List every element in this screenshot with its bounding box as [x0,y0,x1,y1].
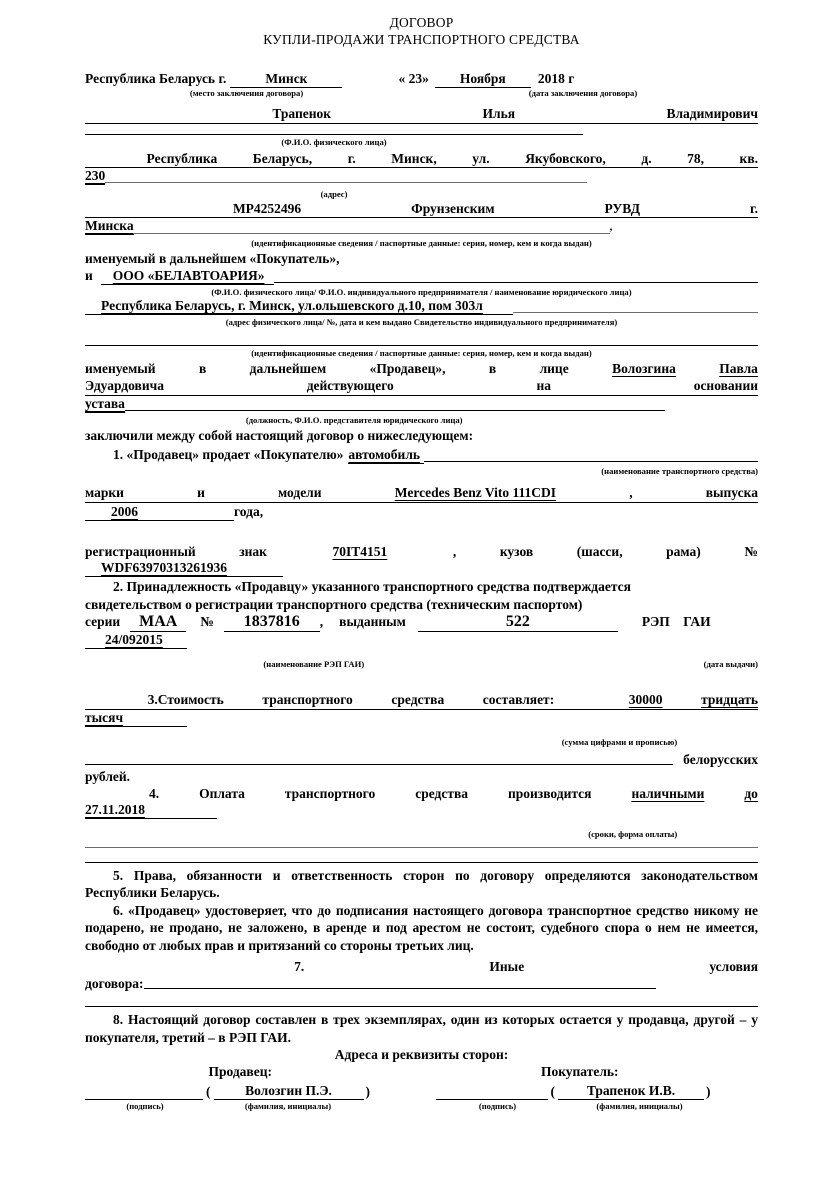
buyer-address-part-0: Республика [146,151,218,166]
currency-word-2: рублей. [85,768,131,784]
seller-rep-caption: (должность, Ф.И.О. представителя юридического лица) [245,415,463,425]
seller-paren-close: ) [365,1084,370,1099]
seller-representative-row-1 [85,360,758,377]
buyer-paren-open: ( [550,1084,555,1099]
seller-rep-name-2[interactable]: Павла [719,361,758,376]
clause-4-payment-row [85,785,758,802]
buyer-patronymic: Владимирович [666,106,758,121]
issued-by-value[interactable]: 522 [418,613,618,632]
make-model-word-2: модели [277,485,322,500]
seller-name-caption: (фамилия, инициалы) [244,1101,332,1111]
issued-label: выданным [339,613,406,629]
buyer-passport-issuer-1: Фрунзенским [411,201,495,216]
series-label: серии [85,613,121,629]
buyer-fio-row[interactable] [85,106,758,124]
payment-until-word: до [744,785,758,801]
document-title-line2: КУПЛИ-ПРОДАЖИ ТРАНСПОРТНОГО СРЕДСТВА [263,32,580,47]
seller-named-word-3: «Продавец», [369,361,446,376]
signature-lines-row [85,1083,758,1100]
gai-captions-row [85,659,758,669]
currency-word: белорусских [683,751,758,767]
price-words-1[interactable]: тридцать [701,691,758,707]
seller-rep-acting: действующего [306,378,394,393]
date-caption: (дата заключения договора) [528,88,638,98]
buyer-address-part-7: 78, [687,151,704,166]
clause-4-word-4: производится [507,785,592,801]
issue-date-value[interactable]: 24/092015 [85,632,187,649]
buyer-passport-issuer-3: г. [750,201,758,216]
seller-named-word-2: дальнейшем [249,361,327,376]
place-and-date-row [85,70,758,88]
seller-company-row [85,267,758,285]
clause-5: 5. Права, обязанности и ответственность сторон по договору определяются законодательством Республики Беларусь. [85,867,758,900]
buyer-surname: Трапенок [272,106,332,121]
buyer-passport-comma: , [609,221,613,233]
clause-4-word-1: Оплата [199,785,245,801]
seller-name-value[interactable]: Волозгин П.Э. [214,1083,364,1100]
day-value: « 23» [398,71,429,86]
buyer-title: Покупатель: [540,1064,619,1079]
clause-7-label: договора: [85,976,144,991]
buyer-address-part-2: г. [347,151,356,166]
body-word-0: кузов [499,544,534,559]
rep-gai-label: РЭП ГАИ [641,613,711,629]
gai-name-caption: (наименование РЭП ГАИ) [263,658,365,669]
seller-rep-on: на [536,378,551,393]
clause-7-word-2: условия [709,959,758,974]
seller-representative-row-2 [85,377,758,396]
seller-ident-caption: (идентификационные сведения / паспортные данные: серия, номер, кем и когда выдан) [251,348,592,358]
seller-signature-line[interactable] [85,1084,203,1100]
clause-7-number: 7. [294,959,305,974]
seller-title: Продавец: [208,1064,272,1079]
buyer-passport-number: МР4252496 [232,201,302,216]
document-title [85,14,758,48]
document-title-line1: ДОГОВОР [389,15,454,30]
production-year-suffix: года, [234,504,264,519]
make-model-comma: , [629,485,633,500]
year-value: 2018 г [537,71,575,86]
price-words-2[interactable]: тысяч [85,710,187,727]
seller-paren-open: ( [206,1084,211,1099]
make-model-row [85,484,758,503]
number-symbol: № [200,613,214,629]
clause-4-word-2: транспортного [284,785,376,801]
seller-named-word-0: именуемый [85,361,156,376]
payment-blank-line-2[interactable] [85,862,758,863]
buyer-address-part-4: ул. [472,151,490,166]
place-caption: (место заключения договора) [189,88,304,98]
passport-number-value[interactable]: 1837816 [224,613,320,632]
signature-titles-row [85,1063,758,1081]
payment-date-value[interactable]: 27.11.2018 [85,802,217,819]
republic-label: Республика Беларусь г. [85,71,227,86]
clause-4-word-3: средства [415,785,469,801]
seller-signature-caption: (подпись) [126,1101,164,1111]
clause-1-row [85,446,758,464]
buyer-address-caption: (адрес) [320,189,348,199]
seller-rep-name-3: Эдуардовича [85,378,164,393]
body-word-1: (шасси, [576,544,623,559]
payment-form-value[interactable]: наличными [631,785,705,801]
agreement-line: заключили между собой настоящий договор о нижеследующем: [85,428,474,443]
clause-3-word-0: 3.Стоимость [147,691,224,707]
clause-3-word-2: средства [391,691,445,707]
clause-6: 6. «Продавец» удостоверяет, что до подписания настоящего договора транспортное средство никому не подарено, не продано, не заложено, в аренде и под арестом не состоит, судебного спора о нем не имеется, свободно от любых прав и притязаний со стороны третьих лиц. [85,902,758,953]
buyer-address-part-6: д. [641,151,652,166]
clause-1-prefix: 1. «Продавец» продает «Покупателю» [113,447,344,462]
buyer-address-part-1: Беларусь, [252,151,313,166]
buyer-fio-caption: (Ф.И.О. физического лица) [281,137,387,147]
seller-rep-basis-value[interactable]: устава [85,396,125,411]
clause-3-price-row [85,691,758,710]
buyer-signature-line[interactable] [436,1084,548,1100]
place-date-captions [85,88,758,98]
seller-address-caption: (адрес физического лица/ №, дата и кем выдано Свидетельство индивидуального предпринимателя) [225,317,618,327]
vin-value[interactable]: WDF63970313261936 [85,560,283,577]
buyer-passport-row[interactable] [85,201,758,218]
buyer-address-part-3: Минск, [391,151,437,166]
reg-word-0: регистрационный [85,544,196,559]
issue-date-caption: (дата выдачи) [703,658,758,669]
clause-8: 8. Настоящий договор составлен в трех экземплярах, один из которых остается у продавца, другой – у покупателя, третий – в РЭП ГАИ. [85,1012,758,1045]
seller-address-value[interactable]: Республика Беларусь, г. Минск, ул.ольшевского д.10, пом 303л [85,297,513,315]
signature-captions-row [85,1101,758,1111]
payment-caption: (сроки, форма оплаты) [588,828,678,839]
registration-plate-value[interactable]: 70IT4151 [332,544,388,559]
month-value[interactable]: Ноября [435,70,531,88]
clause-2-line1: 2. Принадлежность «Продавцу» указанного транспортного средства подтверждается [113,579,631,594]
buyer-firstname: Илья [482,106,516,121]
buyer-passport-issuer-4[interactable]: Минска [85,218,134,233]
production-year-value[interactable]: 2006 [85,504,234,521]
city-value[interactable]: Минск [230,70,342,88]
clause-1-caption: (наименование транспортного средства) [601,466,758,476]
seller-rep-basis-word: основании [693,378,758,393]
seller-named-word-5: лице [539,361,569,376]
price-digits[interactable]: 30000 [628,691,663,707]
buyer-name-caption: (фамилия, инициалы) [596,1101,683,1111]
clause-7-row [85,958,758,975]
payment-blank-line-1[interactable] [85,847,758,848]
requisites-title: Адреса и реквизиты сторон: [334,1047,509,1062]
seller-and-label: и [85,268,93,283]
clause-4-word-0: 4. [148,785,160,801]
registration-row [85,543,758,560]
clause-1-vehicle-type[interactable]: автомобиль [348,446,424,464]
series-value[interactable]: МАА [130,613,186,632]
buyer-passport-issuer-2: РУВД [604,201,641,216]
seller-address-row [85,297,758,315]
buyer-address-row[interactable] [85,151,758,168]
make-model-word-1: и [197,485,205,500]
buyer-address-apt[interactable]: 230 [85,168,106,183]
seller-named-word-1: в [198,361,207,376]
buyer-paren-close: ) [706,1084,711,1099]
buyer-named-text: именуемый в дальнейшем «Покупатель», [85,251,340,266]
buyer-fio-blank-line[interactable] [85,134,583,135]
production-year-word: выпуска [705,485,758,500]
price-caption: (сумма цифрами и прописью) [561,736,678,747]
buyer-signature-caption: (подпись) [478,1101,517,1111]
clause-3-word-1: транспортного [262,691,353,707]
reg-comma: , [452,544,457,559]
seller-named-word-4: в [488,361,497,376]
number-comma: , [319,613,324,629]
clause-7-blank-line[interactable] [85,1006,758,1007]
buyer-address-part-8: кв. [739,151,758,166]
clause-3-word-3: составляет: [482,691,555,707]
tech-passport-row [85,613,758,632]
buyer-passport-caption: (идентификационные сведения / паспортные данные: серия, номер, кем и когда выдан) [251,238,592,248]
buyer-name-value[interactable]: Трапенок И.В. [558,1083,704,1100]
make-model-value[interactable]: Mercedes Benz Vito 111CDI [394,485,557,500]
seller-ident-blank-line[interactable] [85,345,758,346]
clause-7-word-1: Иные [489,959,525,974]
make-model-word-0: марки [85,485,124,500]
reg-word-1: знак [239,544,267,559]
buyer-address-part-5: Якубовского, [525,151,606,166]
body-word-3: № [744,544,758,559]
clause-2-line2: свидетельством о регистрации транспортного средства (техническим паспортом) [85,596,583,612]
seller-rep-name-1[interactable]: Волозгина [612,361,676,376]
seller-company-name[interactable]: ООО «БЕЛАВТОАРИЯ» [101,267,275,285]
seller-entity-caption: (Ф.И.О. физического лица/ Ф.И.О. индивидуального предпринимателя / наименование юридического лица) [211,287,632,297]
body-word-2: рама) [666,544,701,559]
